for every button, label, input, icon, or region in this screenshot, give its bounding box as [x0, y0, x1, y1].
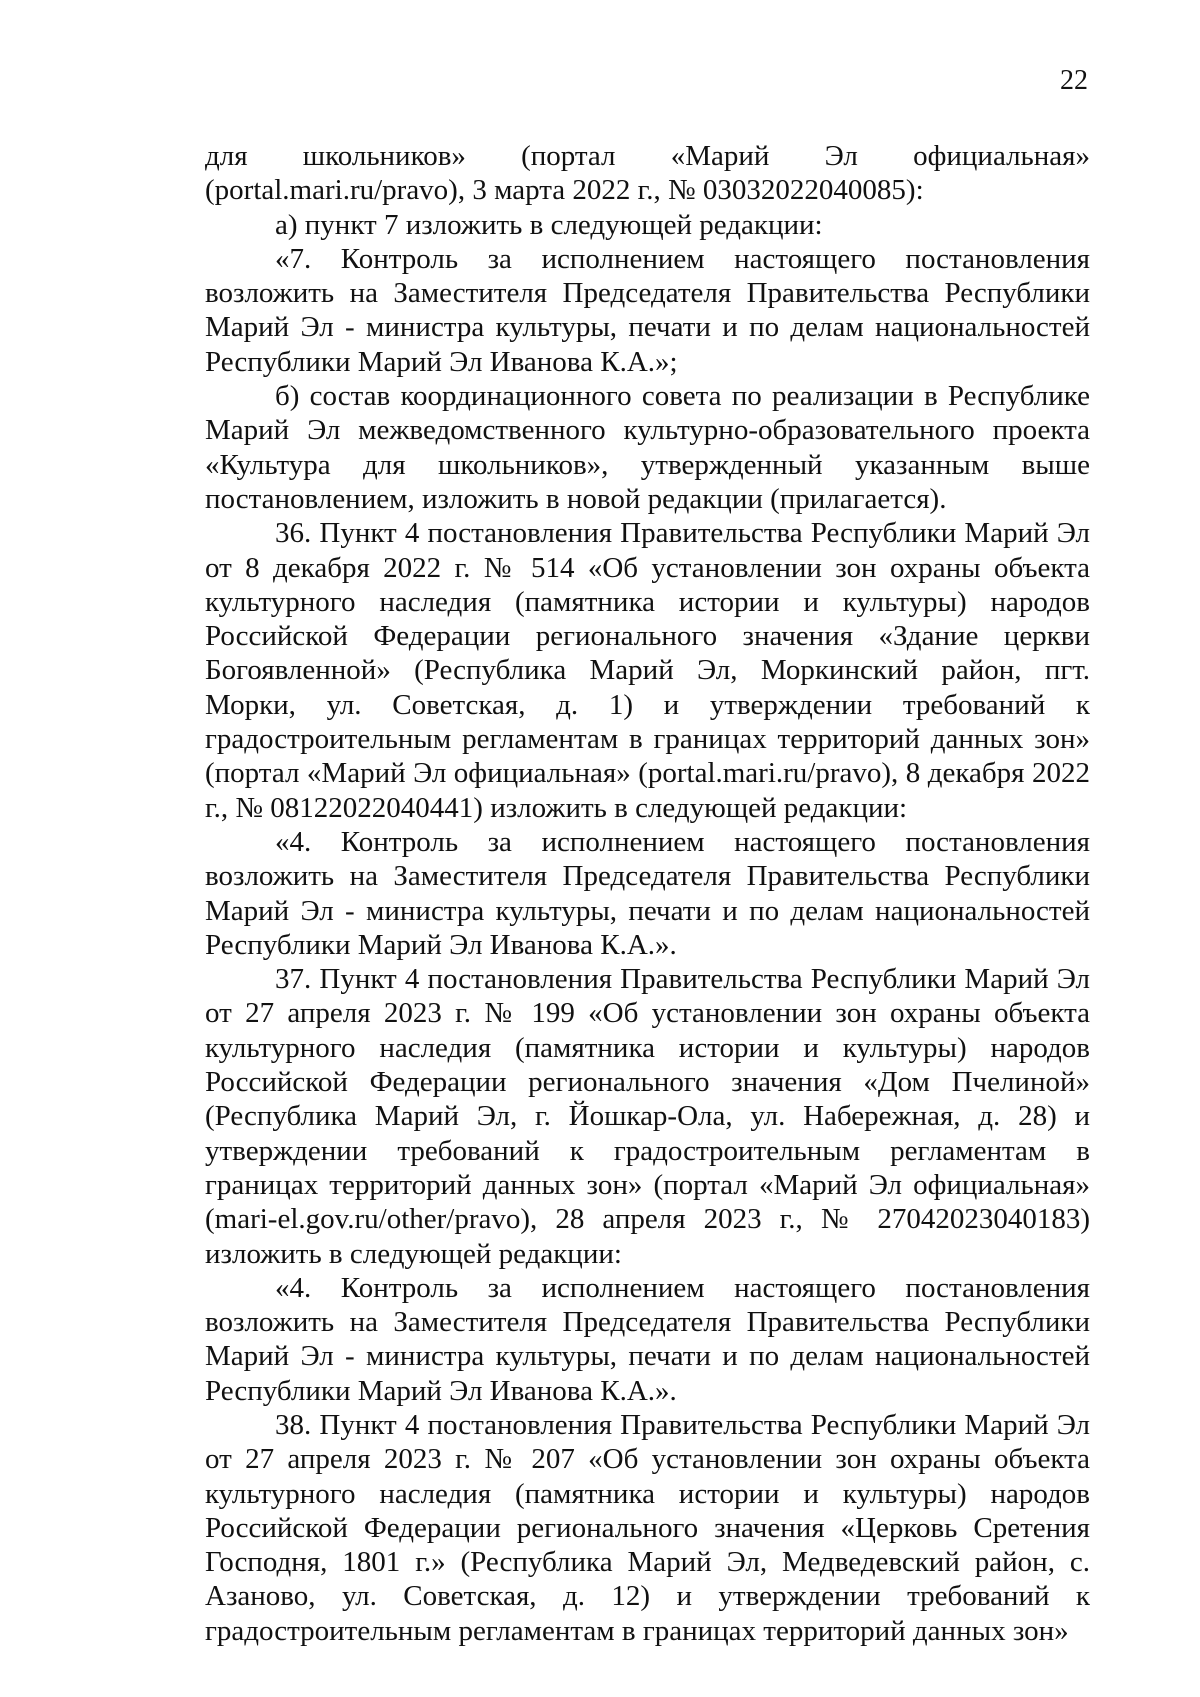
paragraph-36: 36. Пункт 4 постановления Правительства Республики Марий Эл от 8 декабря 2022 г. № 514 «Об установлении зон охраны объекта культурного наследия (памятника истории и культуры) народов Российской Федерации регионального значения «Здание церкви Богоявленной» (Республика Марий Эл, Моркинский район, пгт. Морки, ул. Советская, д. 1) и утверждении требований к градостроительным регламентам в границах территорий данных зон» (портал «Марий Эл официальная» (portal.mari.ru/pravo), 8 декабря 2022 г., № 08122022040441) изложить в следующей редакции:: [205, 517, 1090, 824]
paragraph-item-a: а) пункт 7 изложить в следующей редакции:: [275, 208, 823, 241]
paragraph-37: 37. Пункт 4 постановления Правительства Республики Марий Эл от 27 апреля 2023 г. № 199 «Об установлении зон охраны объекта культурного наследия (памятника истории и культуры) народов Российской Федерации регионального значения «Дом Пчелиной» (Республика Марий Эл, г. Йошкар-Ола, ул. Набережная, д. 28) и утверждении требований к градостроительным регламентам в границах территорий данных зон» (портал «Марий Эл официальная» (mari-el.gov.ru/other/pravo), 28 апреля 2023 г., № 27042023040183) изложить в следующей редакции:: [205, 963, 1090, 1270]
document-body: [205, 139, 1090, 1648]
paragraph-quote-4-second: «4. Контроль за исполнением настоящего постановления возложить на Заместителя Председателя Правительства Республики Марий Эл - министра культуры, печати и по делам национальностей Республики Марий Эл Иванова К.А.».: [205, 1271, 1090, 1407]
paragraph-38: 38. Пункт 4 постановления Правительства Республики Марий Эл от 27 апреля 2023 г. № 207 «Об установлении зон охраны объекта культурного наследия (памятника истории и культуры) народов Российской Федерации регионального значения «Церковь Сретения Господня, 1801 г.» (Республика Марий Эл, Медведевский район, с. Азаново, ул. Советская, д. 12) и утверждении требований к градостроительным регламентам в границах территорий данных зон»: [205, 1408, 1090, 1647]
paragraph-continuation: для школьников» (портал «Марий Эл официальная» (portal.mari.ru/pravo), 3 марта 2022 г., № 03032022040085):: [205, 140, 1090, 207]
paragraph-item-b: б) состав координационного совета по реализации в Республике Марий Эл межведомственного культурно-образовательного проекта «Культура для школьников», утвержденный указанным выше постановлением, изложить в новой редакции (прилагается).: [205, 380, 1090, 515]
page-number: 22: [1060, 65, 1088, 96]
paragraph-quote-4-first: «4. Контроль за исполнением настоящего постановления возложить на Заместителя Председателя Правительства Республики Марий Эл - министра культуры, печати и по делам национальностей Республики Марий Эл Иванова К.А.».: [205, 825, 1090, 961]
paragraph-quote-7: «7. Контроль за исполнением настоящего постановления возложить на Заместителя Председателя Правительства Республики Марий Эл - министра культуры, печати и по делам национальностей Республики Марий Эл Иванова К.А.»;: [205, 242, 1090, 378]
